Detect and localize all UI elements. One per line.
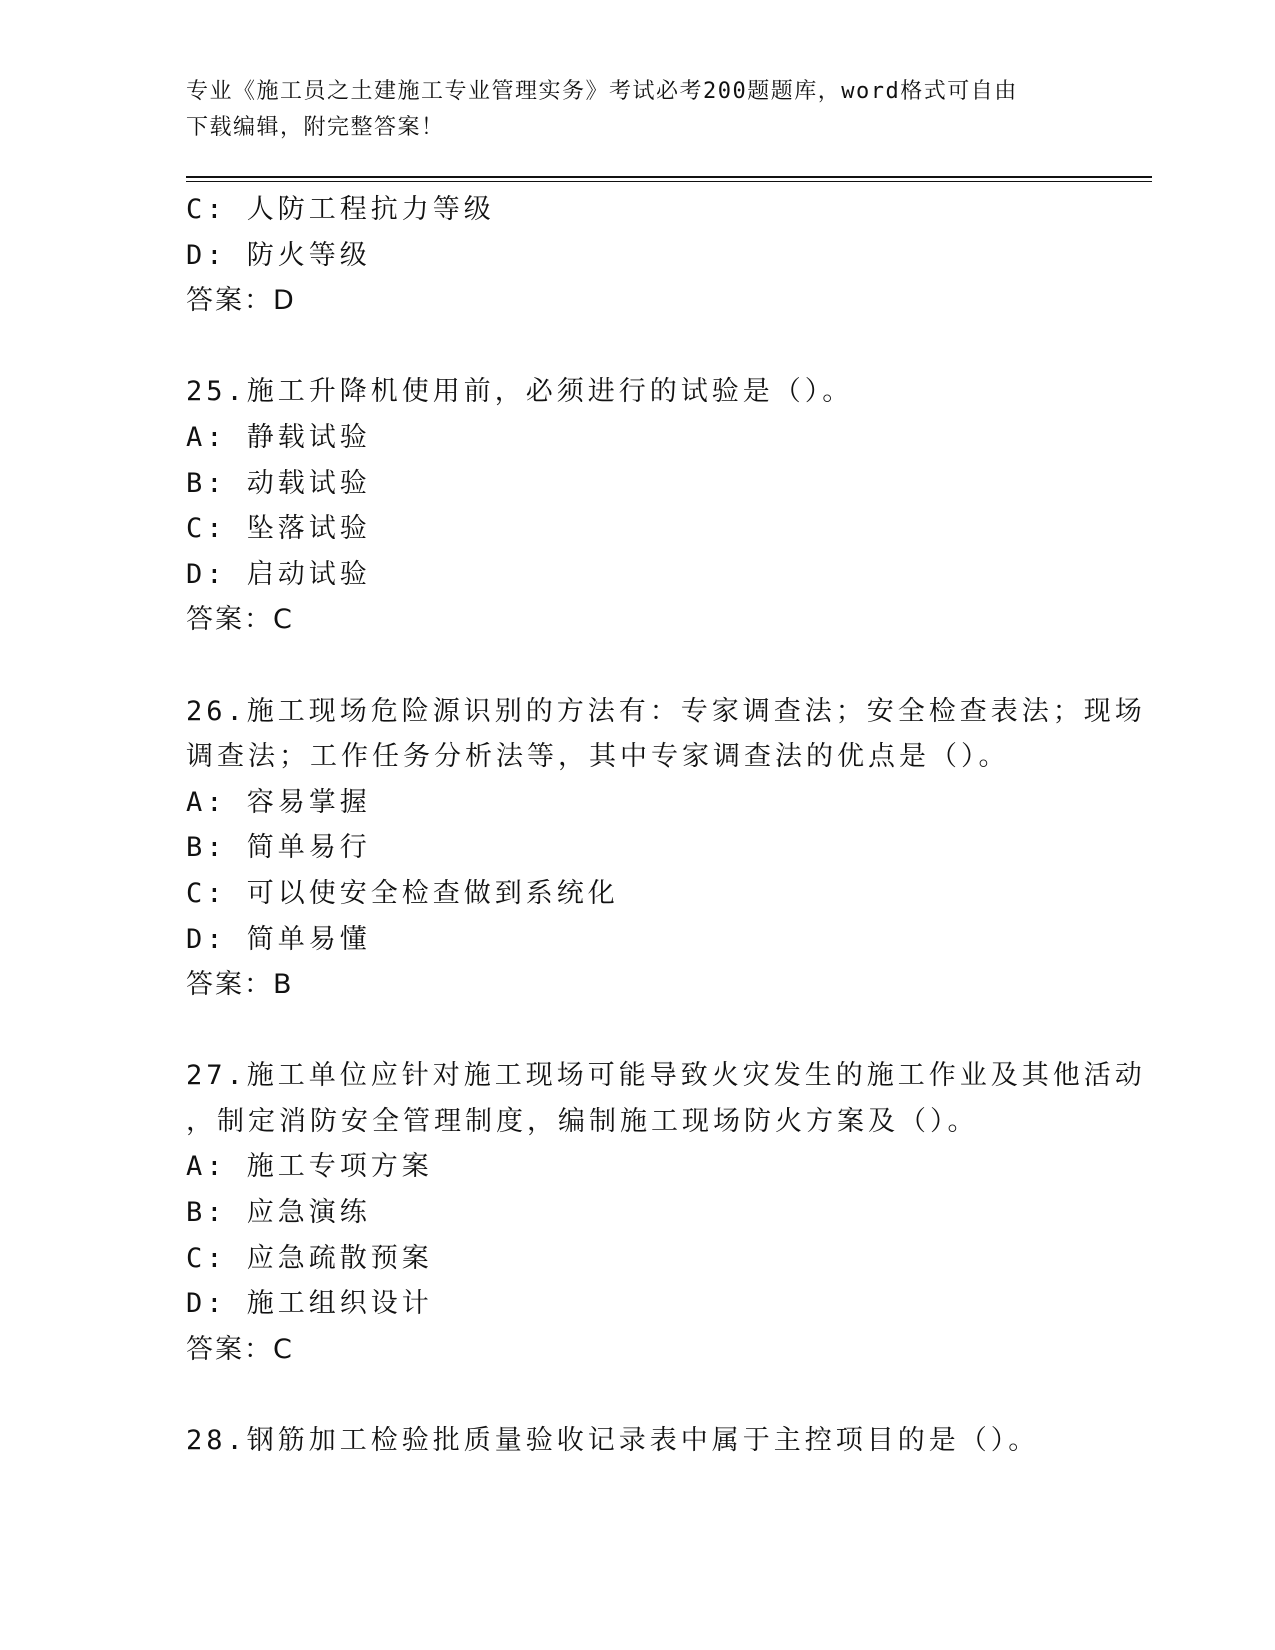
option-d: D: 防火等级 — [186, 239, 371, 271]
option-a: A: 施工专项方案 — [186, 1151, 433, 1183]
option-c: C: 人防工程抗力等级 — [186, 194, 495, 225]
question-25 — [186, 369, 1106, 643]
option-d: D: 启动试验 — [186, 558, 371, 590]
option-a: A: 容易掌握 — [186, 786, 371, 818]
question-stem: 27.施工单位应针对施工现场可能导致火灾发生的施工作业及其他活动 — [186, 1060, 1146, 1092]
option-b: B: 简单易行 — [186, 832, 371, 864]
question-stem: 28.钢筋加工检验批质量验收记录表中属于主控项目的是（）。 — [186, 1425, 1040, 1457]
spacer — [186, 1372, 1106, 1418]
option-d: D: 简单易懂 — [186, 923, 371, 955]
spacer — [186, 643, 1106, 689]
question-27 — [186, 1053, 1146, 1372]
page-header — [186, 74, 1086, 146]
option-b: B: 应急演练 — [186, 1197, 371, 1229]
header-line: 下载编辑，附完整答案！ — [186, 115, 445, 140]
option-c: C: 可以使安全检查做到系统化 — [186, 877, 619, 909]
question-28 — [186, 1418, 1106, 1464]
option-d: D: 施工组织设计 — [186, 1288, 433, 1320]
header-divider — [186, 176, 1152, 178]
question-stem: 25.施工升降机使用前，必须进行的试验是（）。 — [186, 376, 854, 408]
option-b: B: 动载试验 — [186, 467, 371, 499]
answer-line: 答案：B — [186, 969, 294, 1001]
question-stem: 调查法；工作任务分析法等，其中专家调查法的优点是（）。 — [186, 741, 1010, 773]
answer-line: 答案：D — [186, 285, 296, 317]
question-list — [186, 187, 1146, 1464]
header-line: 专业《施工员之土建施工专业管理实务》考试必考200题题库，word格式可自由 — [186, 79, 1018, 104]
question-continuation — [186, 187, 1106, 324]
question-stem: 26.施工现场危险源识别的方法有：专家调查法；安全检查表法；现场 — [186, 695, 1146, 727]
header-divider-thin — [186, 181, 1152, 182]
question-26 — [186, 689, 1146, 1008]
option-a: A: 静载试验 — [186, 421, 371, 453]
question-stem: ，制定消防安全管理制度，编制施工现场防火方案及（）。 — [186, 1105, 979, 1137]
answer-line: 答案：C — [186, 1333, 294, 1365]
answer-line: 答案：C — [186, 604, 294, 636]
spacer — [186, 324, 1106, 370]
option-c: C: 应急疏散预案 — [186, 1242, 433, 1274]
spacer — [186, 1008, 1106, 1054]
option-c: C: 坠落试验 — [186, 513, 371, 545]
